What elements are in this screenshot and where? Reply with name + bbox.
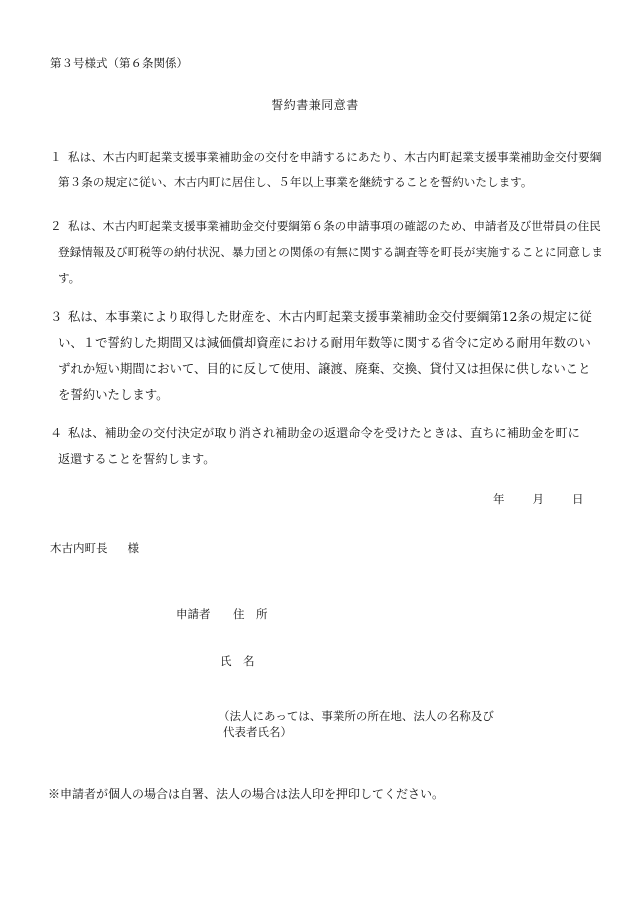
- clause-2: [50, 213, 603, 291]
- clause-line: 登録情報及び町税等の納付状況、暴力団との関係の有無に関する調査等を町長が実施することに同意しま: [58, 245, 603, 259]
- document-title: 誓約書兼同意書: [271, 98, 359, 112]
- day-label: 日: [572, 492, 584, 506]
- clause-line: い、１で誓約した期間又は減価償却資産における耐用年数等に関する省令に定める耐用年数のい: [58, 335, 591, 350]
- clause-number: １: [50, 150, 62, 164]
- addressee: [50, 540, 139, 556]
- clause-line: 私は、補助金の交付決定が取り消され補助金の返還命令を受けたときは、直ちに補助金を町に: [68, 426, 580, 440]
- addressee-honorific: 様: [127, 541, 139, 555]
- clause-line: す。: [58, 271, 81, 285]
- address-label: 住 所: [233, 607, 268, 621]
- corporation-note-line: 代表者氏名）: [223, 725, 292, 739]
- addressee-name: 木古内町長: [50, 541, 108, 555]
- clause-4: [50, 420, 580, 472]
- name-label: 氏 名: [220, 654, 255, 668]
- clause-line: を誓約いたします。: [58, 387, 169, 402]
- clause-line: 第３条の規定に従い、木古内町に居住し、５年以上事業を継続することを誓約いたします。: [58, 175, 533, 189]
- footnote: ※申請者が個人の場合は自署、法人の場合は法人印を押印してください。: [48, 787, 445, 801]
- clause-line: 私は、木古内町起業支援事業補助金交付要綱第６条の申請事項の確認のため、申請者及び世帯員の住民: [68, 219, 601, 233]
- applicant-label: 申請者: [176, 607, 211, 621]
- date-row: [493, 491, 584, 507]
- clause-number: ４: [50, 426, 63, 440]
- clause-line: 私は、木古内町起業支援事業補助金の交付を申請するにあたり、木古内町起業支援事業補助金交付要綱: [68, 150, 602, 164]
- clause-line: ずれか短い期間において、目的に反して使用、譲渡、廃棄、交換、貸付又は担保に供しないこと: [58, 361, 591, 376]
- clause-line: 返還することを誓約します。: [58, 452, 216, 466]
- clause-1: [50, 145, 602, 195]
- clause-number: ２: [50, 219, 62, 233]
- clause-line: 私は、本事業により取得した財産を、木古内町起業支援事業補助金交付要綱第12条の規定に従: [68, 309, 592, 324]
- corporation-note: [218, 708, 498, 740]
- corporation-note-line: （法人にあっては、事業所の所在地、法人の名称及び: [218, 709, 494, 723]
- month-label: 月: [532, 492, 544, 506]
- form-number: 第３号様式（第６条関係）: [50, 56, 188, 70]
- clause-3: [50, 304, 592, 408]
- clause-number: ３: [50, 309, 63, 324]
- year-label: 年: [493, 492, 505, 506]
